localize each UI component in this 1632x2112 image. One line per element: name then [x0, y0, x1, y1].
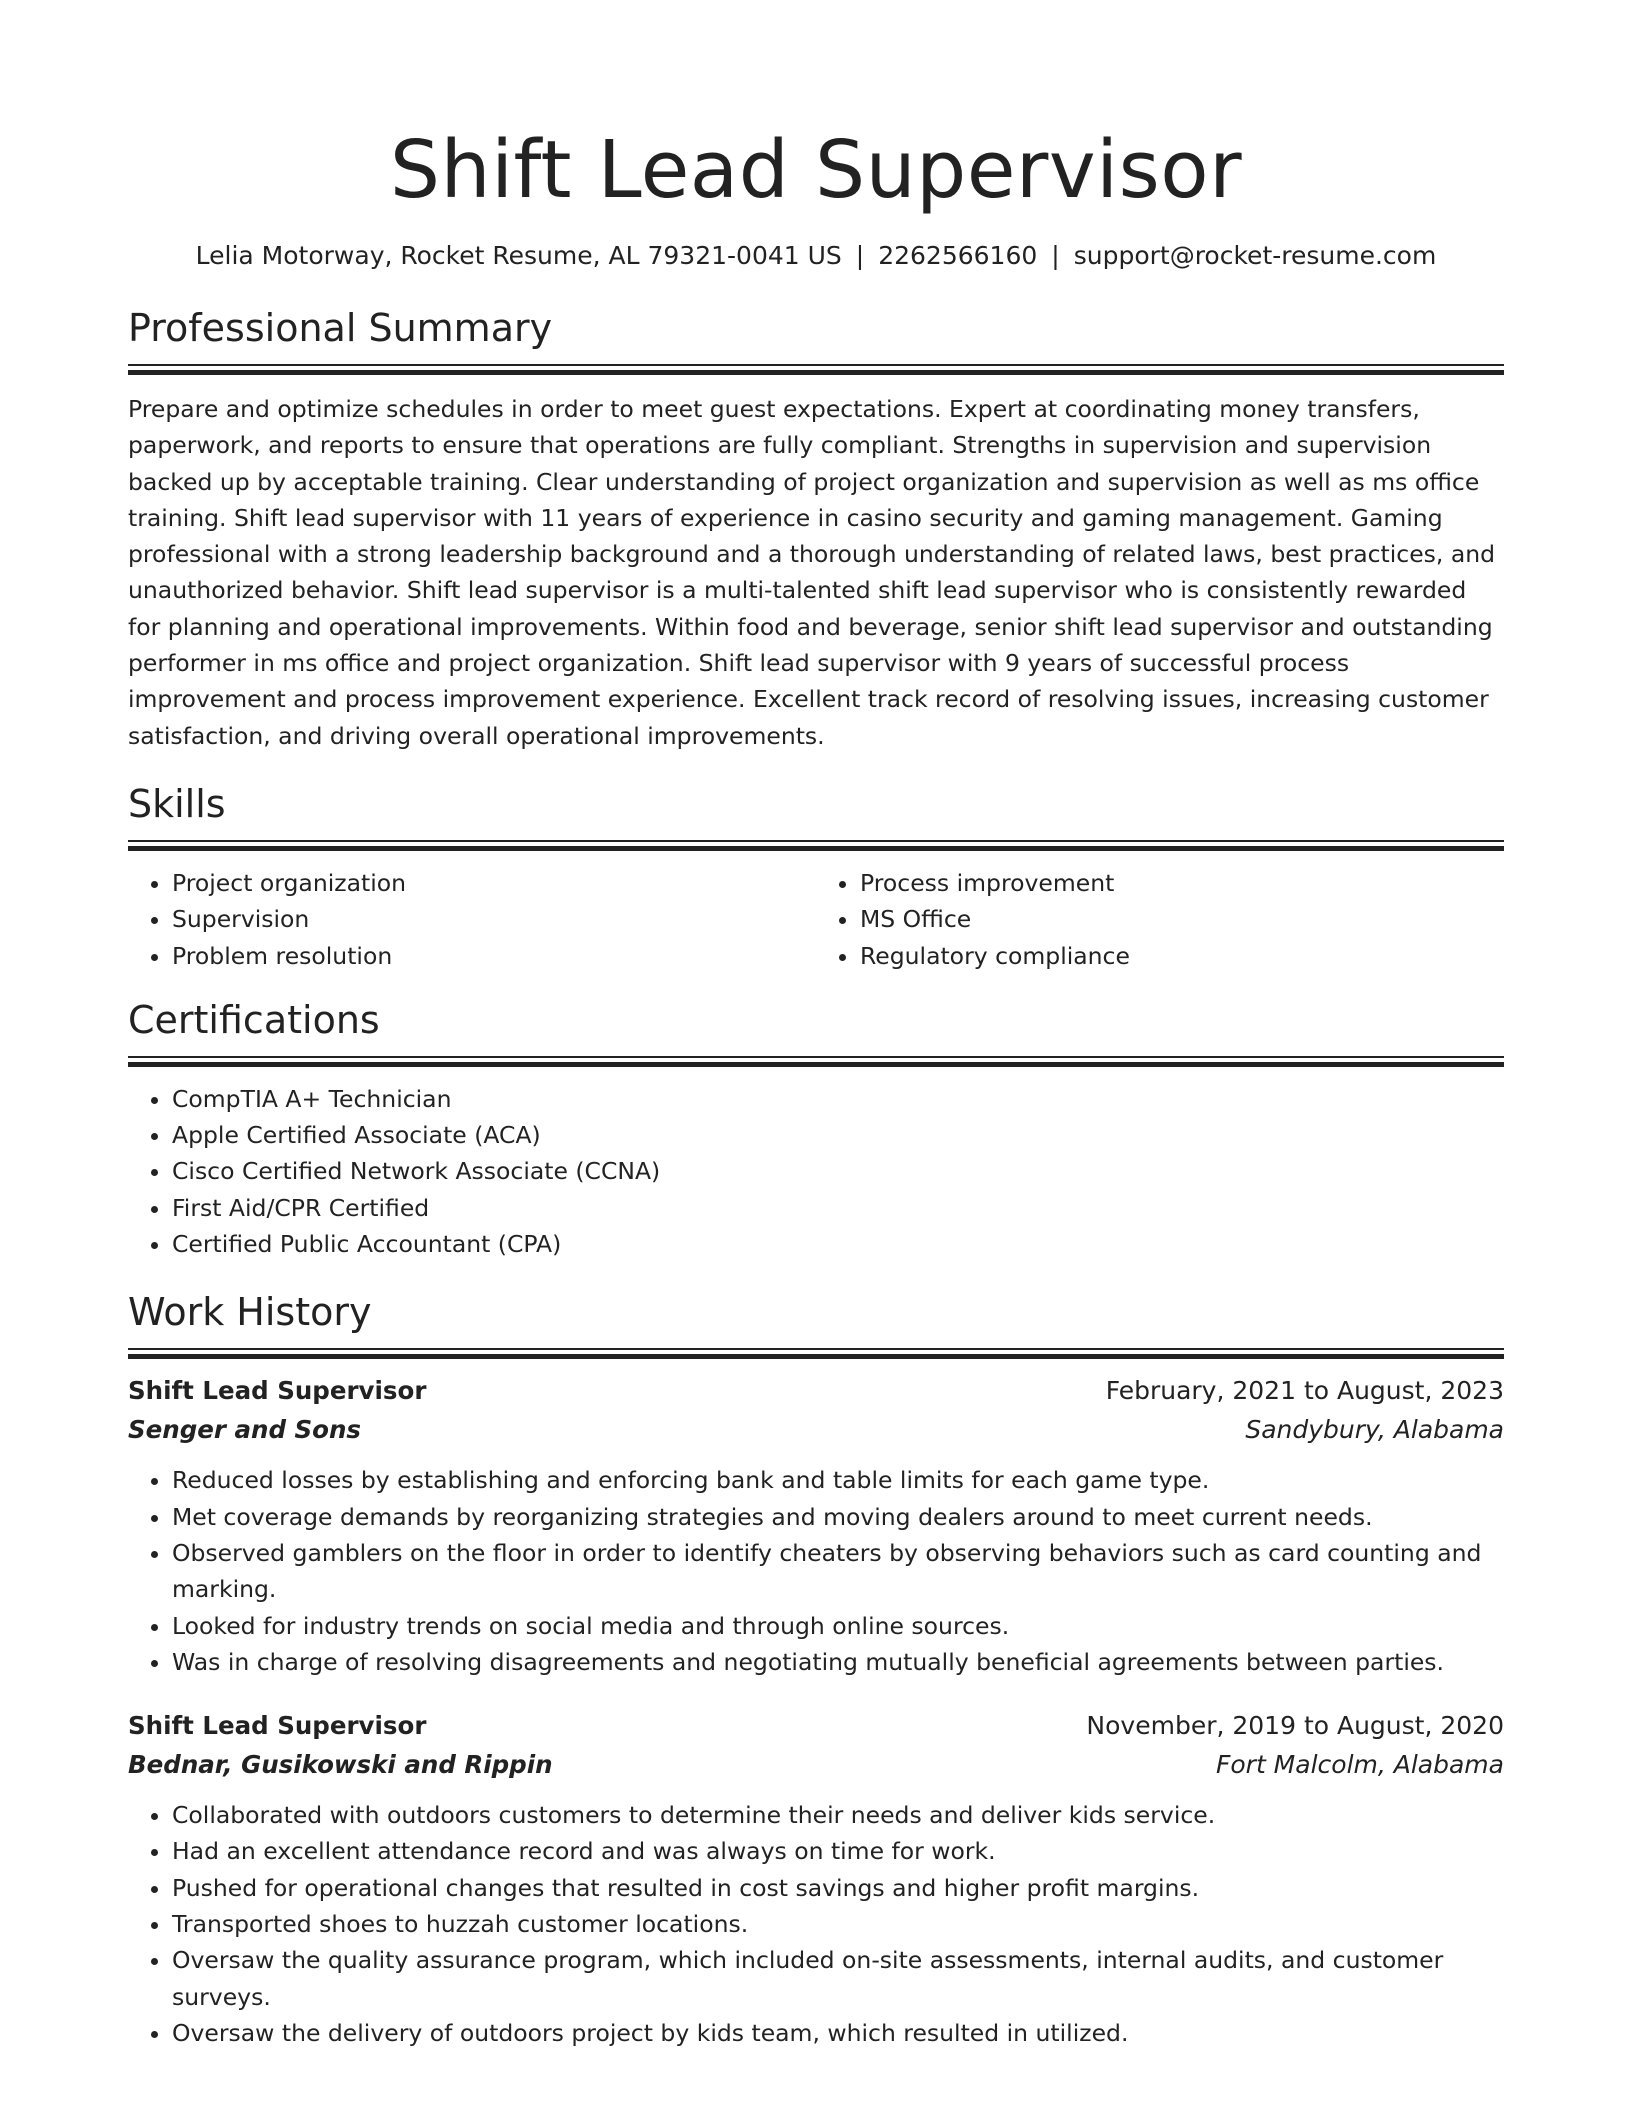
skill-item: • MS Office: [860, 901, 1504, 937]
work-history-section: [128, 1290, 1504, 2051]
job-bullet: • Oversaw the quality assurance program, which included on-site assessments, internal audits, and customer surveys.: [172, 1942, 1504, 2015]
job-bullet: • Looked for industry trends on social media and through online sources.: [172, 1608, 1504, 1644]
job-title: Shift Lead Supervisor: [128, 1376, 427, 1406]
job-bullet: • Was in charge of resolving disagreements and negotiating mutually beneficial agreements between parties.: [172, 1644, 1504, 1680]
skills-section: [128, 782, 1504, 974]
contact-separator: |: [855, 241, 865, 270]
job-entry: [128, 1708, 1504, 2051]
job-bullet: • Observed gamblers on the floor in order to identify cheaters by observing behaviors such as card counting and marking.: [172, 1535, 1504, 1608]
contact-separator: |: [1051, 241, 1060, 270]
job-subheader: [128, 1412, 1504, 1448]
contact-email: support@rocket-resume.com: [1073, 241, 1437, 270]
skill-item: • Regulatory compliance: [860, 938, 1504, 974]
contact-line: [128, 240, 1504, 272]
skills-heading: Skills: [128, 781, 226, 826]
job-bullet: • Transported shoes to huzzah customer locations.: [172, 1906, 1504, 1942]
job-bullet: • Collaborated with outdoors customers to determine their needs and deliver kids service.: [172, 1797, 1504, 1833]
certification-item: • Cisco Certified Network Associate (CCNA): [172, 1153, 1504, 1189]
job-bullet: • Oversaw the delivery of outdoors project by kids team, which resulted in utilized.: [172, 2015, 1504, 2051]
job-location: Sandybury, Alabama: [1245, 1415, 1504, 1445]
section-divider: [128, 840, 1504, 851]
skill-item: • Project organization: [172, 865, 816, 901]
job-location: Fort Malcolm, Alabama: [1215, 1750, 1504, 1780]
job-header: [128, 1708, 1504, 1744]
job-bullet: • Met coverage demands by reorganizing strategies and moving dealers around to meet current needs.: [172, 1499, 1504, 1535]
section-divider: [128, 1348, 1504, 1359]
job-dates: February, 2021 to August, 2023: [1105, 1376, 1504, 1406]
section-divider: [128, 364, 1504, 375]
job-bullet: • Had an excellent attendance record and was always on time for work.: [172, 1833, 1504, 1869]
skill-item: • Process improvement: [860, 865, 1504, 901]
job-header: [128, 1373, 1504, 1409]
certification-item: • Apple Certified Associate (ACA): [172, 1117, 1504, 1153]
contact-phone: 2262566160: [878, 241, 1038, 270]
job-bullets: [128, 1797, 1504, 2051]
job-company: Senger and Sons: [128, 1415, 362, 1445]
certification-item: • CompTIA A+ Technician: [172, 1081, 1504, 1117]
certifications-section: [128, 998, 1504, 1262]
resume-title: Shift Lead Supervisor: [389, 124, 1243, 216]
skills-grid: [128, 865, 1504, 974]
work-history-heading: Work History: [128, 1290, 372, 1335]
skill-item: • Supervision: [172, 901, 816, 937]
certification-item: • First Aid/CPR Certified: [172, 1190, 1504, 1226]
certification-item: • Certified Public Accountant (CPA): [172, 1226, 1504, 1262]
skills-list-right: [816, 865, 1504, 974]
job-dates: November, 2019 to August, 2020: [1086, 1711, 1504, 1741]
skills-list-left: [128, 865, 816, 974]
job-title: Shift Lead Supervisor: [128, 1711, 427, 1741]
job-bullets: [128, 1462, 1504, 1680]
job-company: Bednar, Gusikowski and Rippin: [128, 1750, 553, 1780]
job-entry: [128, 1373, 1504, 1680]
section-divider: [128, 1056, 1504, 1067]
contact-address: Lelia Motorway, Rocket Resume, AL 79321-0041 US: [195, 241, 842, 270]
skill-item: • Problem resolution: [172, 938, 816, 974]
summary-section: [128, 306, 1504, 754]
job-subheader: [128, 1747, 1504, 1783]
certifications-list: [128, 1081, 1504, 1262]
summary-text: Prepare and optimize schedules in order to meet guest expectations. Expert at coordinating money transfers, paperwork, and reports to ensure that operations are fully compliant. Strengths in supervision and supervision backed up by acceptable training. Clear understanding of project organization and supervision as well as ms office training. Shift lead supervisor with 11 years of experience in casino security and gaming management. Gaming professional with a strong leadership background and a thorough understanding of related laws, best practices, and unauthorized behavior. Shift lead supervisor is a multi-talented shift lead supervisor who is consistently rewarded for planning and operational improvements. Within food and beverage, senior shift lead supervisor and outstanding performer in ms office and project organization. Shift lead supervisor with 9 years of successful process improvement and process improvement experience. Excellent track record of resolving issues, increasing customer satisfaction, and driving overall operational improvements.: [128, 395, 1496, 750]
job-bullet: • Pushed for operational changes that resulted in cost savings and higher profit margins.: [172, 1870, 1504, 1906]
certifications-heading: Certifications: [128, 997, 380, 1042]
summary-heading: Professional Summary: [128, 306, 553, 350]
job-bullet: • Reduced losses by establishing and enforcing bank and table limits for each game type.: [172, 1462, 1504, 1498]
